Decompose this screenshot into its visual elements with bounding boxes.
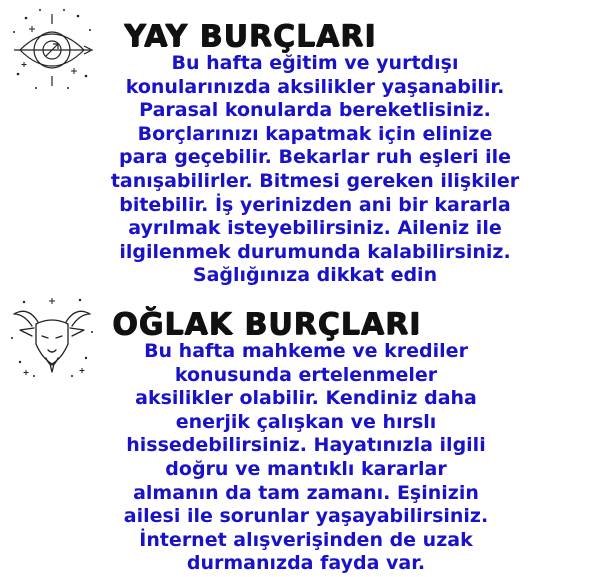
sagittarius-horoscope-text: Bu hafta eğitim ve yurtdışı konularınızda aksilikler yaşanabilir. Parasal konularda bereketlisiniz. Borçlarınızı kapatmak için elinize para geçebilir. Bekarlar ruh eşleri ile tanışabilirler. Bitmesi gereken ilişkiler bitebilir. İş yerinizden ani bir kararla ayrılmak isteyebilirsiniz. Aileniz ile ilgilenmek durumunda kalabilirsiniz. Sağlığınıza dikkat edin bbox=[110, 52, 520, 287]
sagittarius-title: YAY BURÇLARI bbox=[124, 19, 377, 54]
capricorn-title: OĞLAK BURÇLARI bbox=[112, 307, 422, 342]
capricorn-horoscope-text: Bu hafta mahkeme ve krediler konusunda ertelenmeler aksilikler olabilir. Kendiniz daha enerjik çalışkan ve hırslı hissedebilirsiniz. Hayatınızla ilgili doğru ve mantıklı kararlar almanın da tam zamanı. Eşinizin ailesi ile sorunlar yaşayabilirsiniz. İnternet alışverişinden de uzak durmanızda fayda var. bbox=[123, 340, 489, 575]
capricorn-section bbox=[0, 292, 603, 577]
